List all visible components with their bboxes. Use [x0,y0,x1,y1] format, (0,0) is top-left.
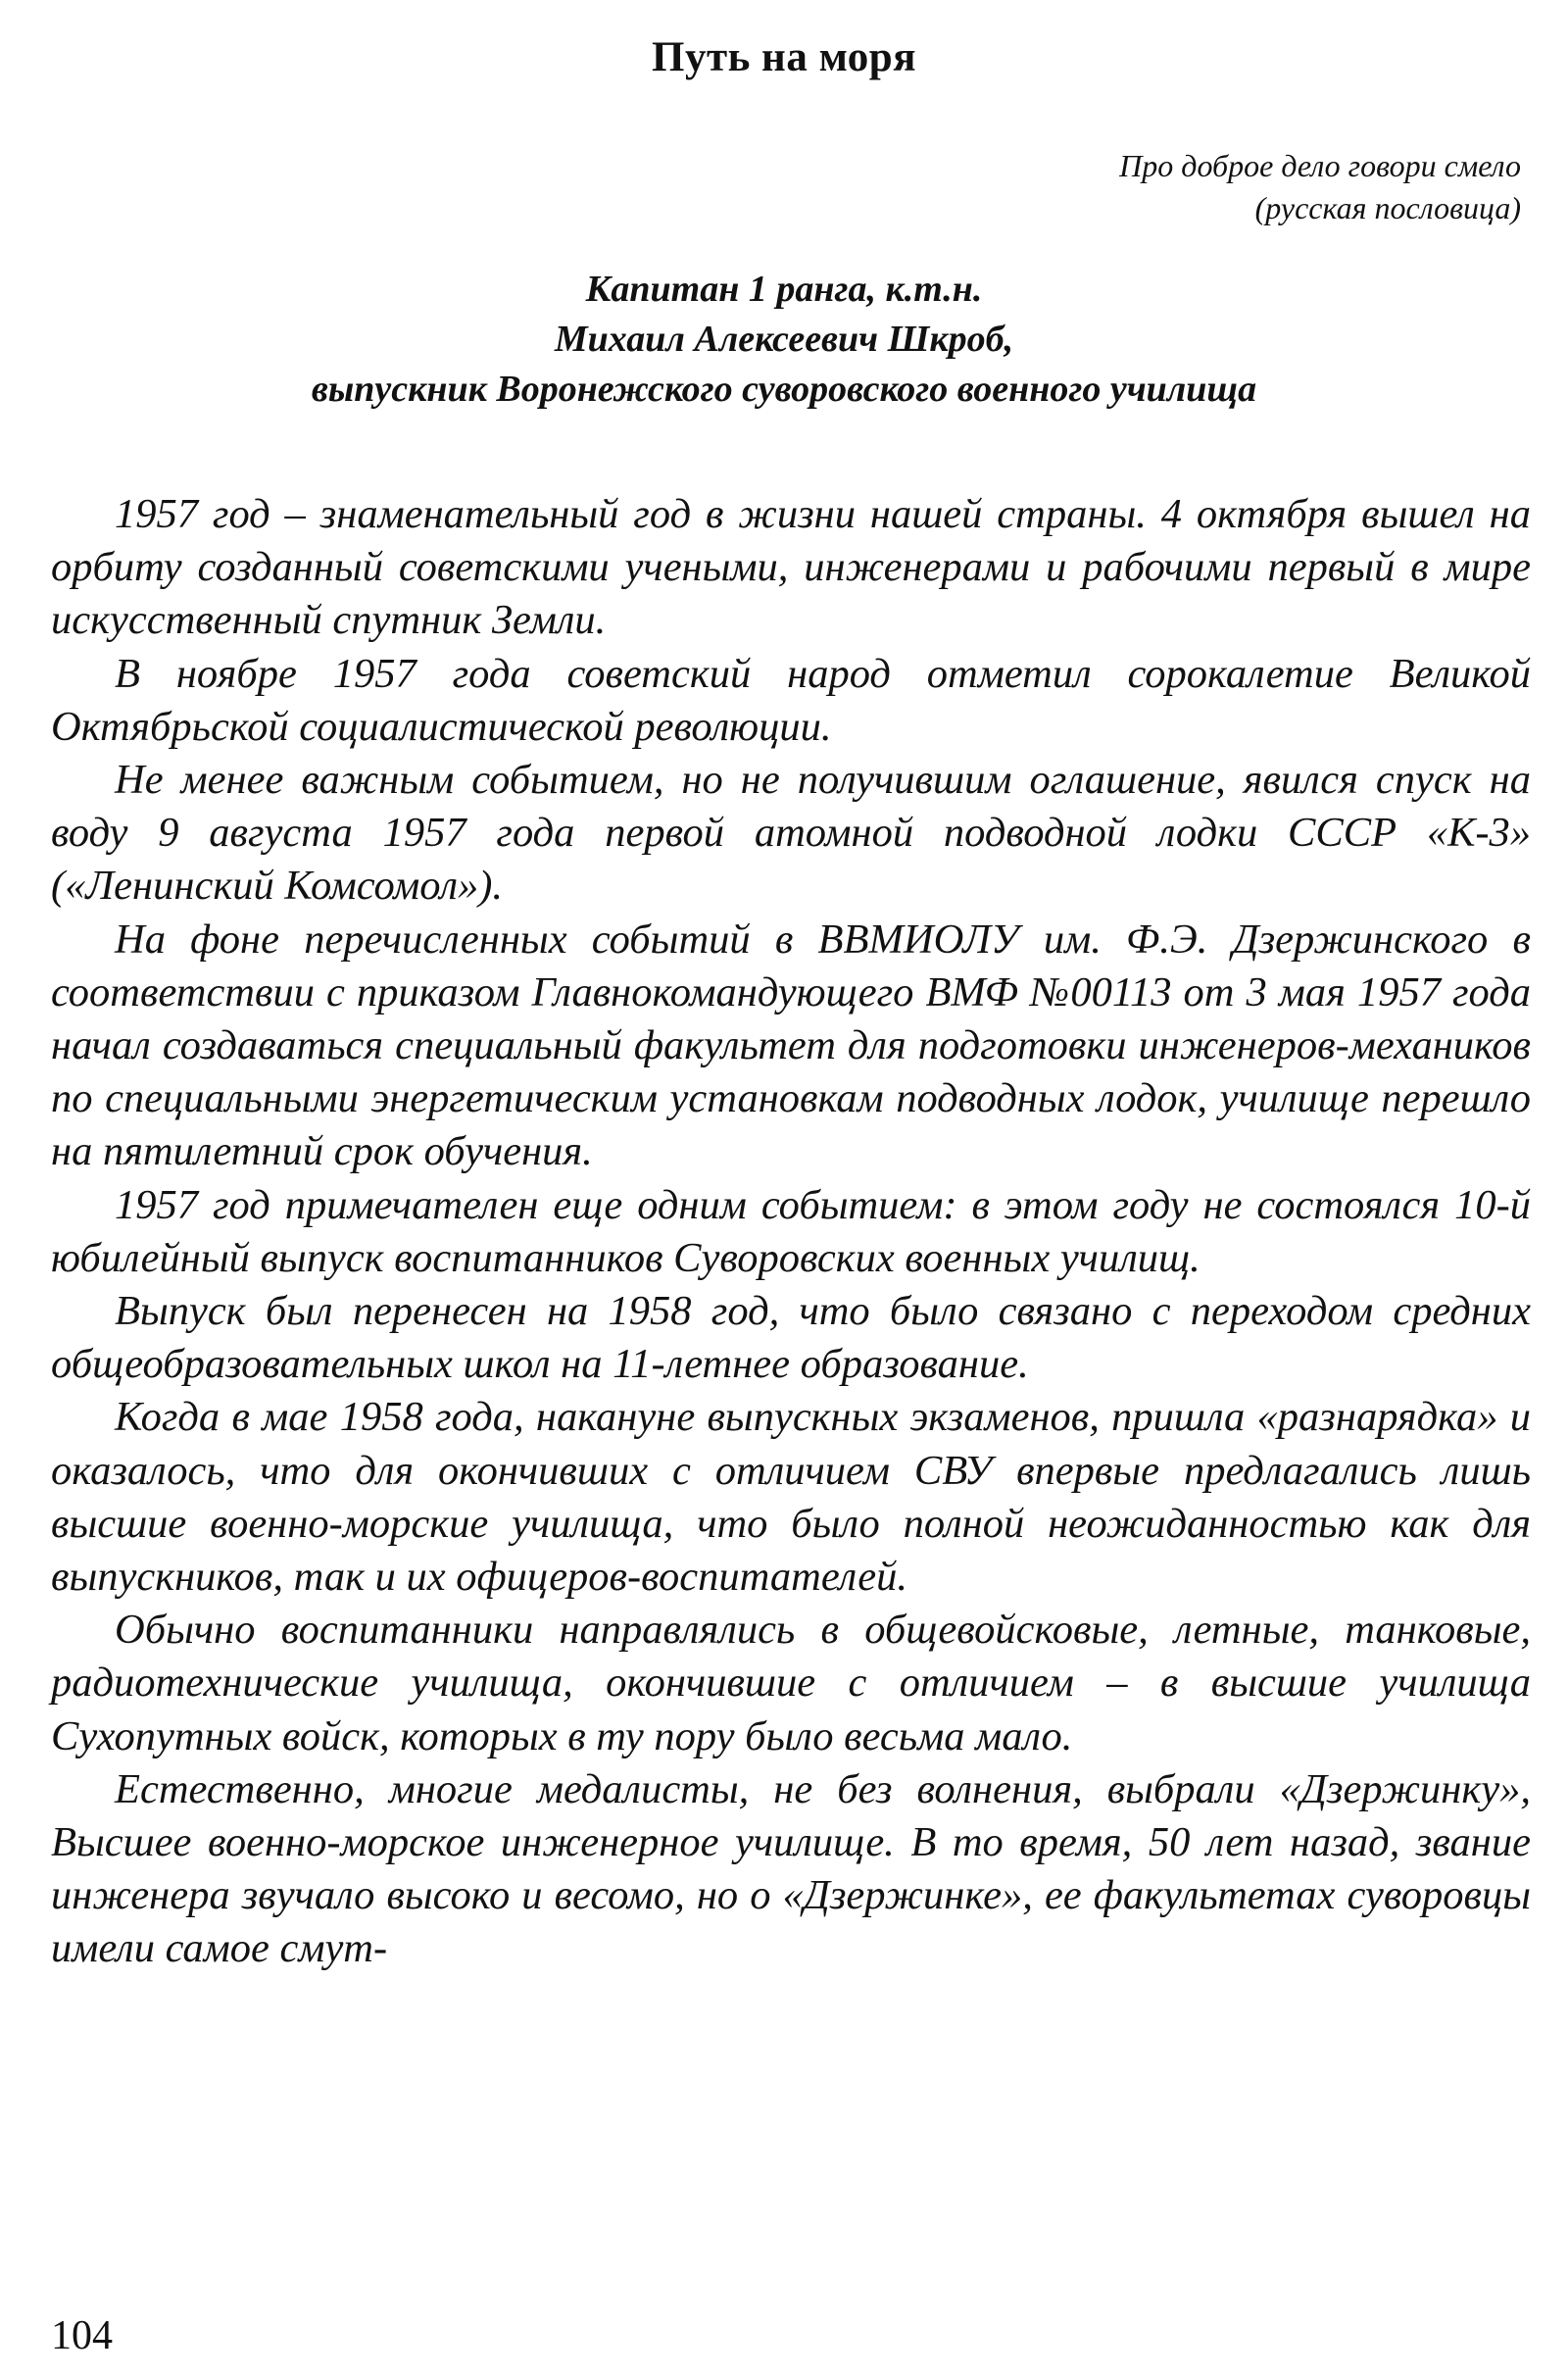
article-body [51,488,1531,1976]
paragraph: Когда в мае 1958 года, накануне выпускных экзаменов, пришла «разнарядка» и оказалось, что для окончивших с отличием СВУ впервые предлагались лишь высшие военно-морские училища, что было полной неожиданностью как для выпускников, так и их офицеров-воспитателей. [51,1394,1531,1601]
paragraph: Обычно воспитанники направлялись в общевойсковые, летные, танковые, радиотехнические училища, окончившие с отличием – в высшие училища Сухопутных войск, которых в ту пору было весьма мало. [51,1607,1531,1759]
paragraph: 1957 год примечателен еще одним событием: в этом году не состоялся 10-й юбилейный выпуск воспитанников Суворовских военных училищ. [51,1181,1531,1281]
paragraph: 1957 год – знаменательный год в жизни нашей страны. 4 октября вышел на орбиту созданный советскими учеными, инженерами и рабочими первый в мире искусственный спутник Земли. [51,491,1531,644]
epigraph-quote: Про доброе дело говори смело [1119,148,1521,183]
author-name: Михаил Алексеевич Шкроб, [554,319,1014,360]
page-title: Путь на моря [652,34,916,80]
epigraph [835,145,1521,229]
epigraph-source: (русская пословица) [1254,190,1521,225]
paragraph: Естественно, многие медалисты, не без волнения, выбрали «Дзержинку», Высшее военно-морское инженерное училище. В то время, 50 лет назад, звание инженера звучало высоко и весомо, но о «Дзержинке», ее факультетах суворовцы имели самое смут- [51,1765,1531,1972]
paragraph: На фоне перечисленных событий в ВВМИОЛУ им. Ф.Э. Дзержинского в соответствии с приказом Главнокомандующего ВМФ №00113 от 3 мая 1957 года начал создаваться специальный факультет для подготовки инженеров-механиков по специальными энергетическим установкам подводных лодок, училище перешло на пятилетний срок обучения. [51,916,1531,1175]
paragraph: В ноябре 1957 года советский народ отметил сорокалетие Великой Октябрьской социалистической революции. [51,650,1531,750]
author-byline [0,265,1568,415]
page-number: 104 [51,2313,113,2358]
paragraph: Не менее важным событием, но не получившим оглашение, явился спуск на воду 9 августа 1957 года первой атомной подводной лодки СССР «К-3» («Ленинский Комсомол»). [51,757,1531,910]
author-affiliation: выпускник Воронежского суворовского военного училища [311,369,1257,410]
author-rank: Капитан 1 ранга, к.т.н. [585,269,983,310]
paragraph: Выпуск был перенесен на 1958 год, что было связано с переходом средних общеобразовательных школ на 11-летнее образование. [51,1288,1531,1388]
